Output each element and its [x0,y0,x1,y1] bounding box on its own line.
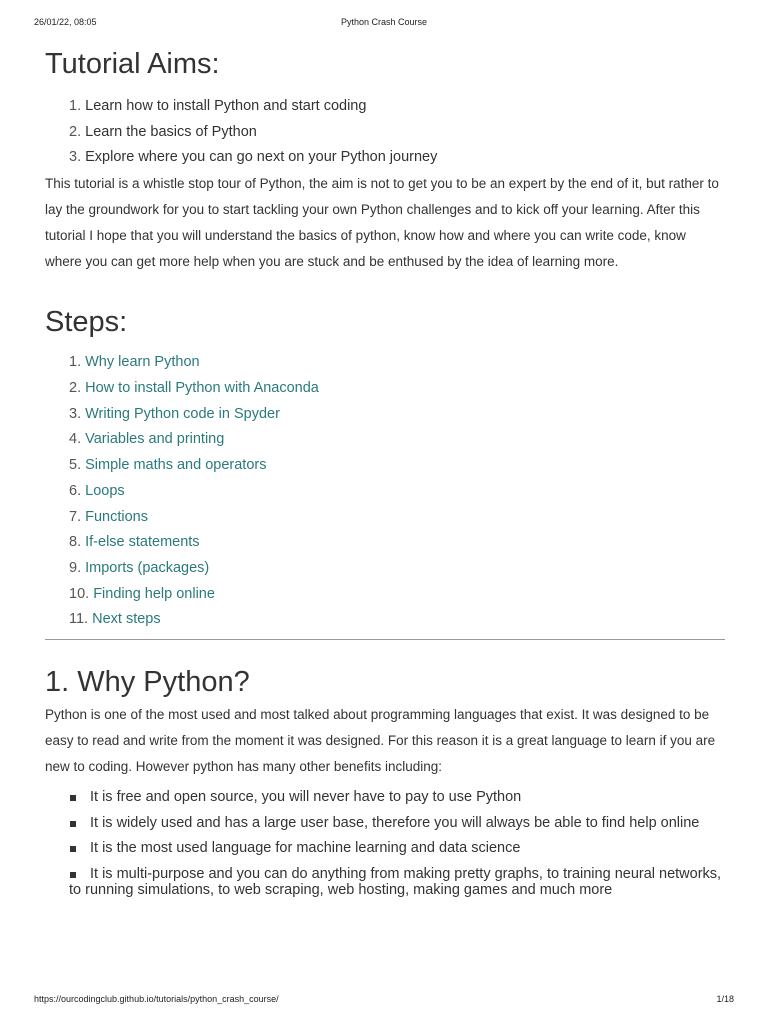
steps-list [45,350,725,633]
aims-item-text: Learn the basics of Python [85,123,257,140]
list-number: 1. [69,98,82,114]
step-item [45,582,725,608]
print-url: https://ourcodingclub.github.io/tutorials/python_crash_course/ [34,994,279,1004]
steps-heading: Steps: [45,306,128,339]
square-bullet-icon [70,821,76,827]
article-content [45,44,725,908]
square-bullet-icon [70,872,76,878]
benefit-text: It is multi-purpose and you can do anything from making pretty graphs, to training neural networks, to running simulations, to web scraping, web hosting, making games and much more [69,865,722,899]
list-number: 3. [69,149,82,166]
step-link[interactable]: Why learn Python [85,354,200,371]
step-item [45,402,725,428]
benefit-text: It is free and open source, you will never have to pay to use Python [90,789,522,806]
step-link[interactable]: Next steps [92,611,161,628]
step-item [45,350,725,376]
list-number: 11. [69,611,89,628]
aims-heading: Tutorial Aims: [45,48,220,80]
step-item [45,376,725,402]
list-number: 7. [69,508,82,525]
why-python-paragraph: Python is one of the most used and most talked about programming languages that exist. It was designed to be easy to read and write from the moment it was designed. For this reason it is a great language to learn if you are new to coding. However python has many other benefits including: [45,707,716,774]
step-link[interactable]: If-else statements [85,534,200,551]
print-date: 26/01/22, 08:05 [34,17,97,27]
aims-list [45,94,725,171]
section-divider [45,639,725,640]
aims-item [45,120,725,146]
intro-paragraph: This tutorial is a whistle stop tour of Python, the aim is not to get you to be an expert by the end of it, but rather to lay the groundwork for you to start tackling your own Python challenges and to kick off your learning. After this tutorial I hope that you will understand the basics of python, know how and where you can write code, know where you can get more help when you are stuck and be enthused by the idea of learning more. [45,176,719,269]
print-footer [0,994,768,1008]
aims-item-text: Learn how to install Python and start coding [85,98,367,114]
step-link[interactable]: Simple maths and operators [85,457,267,474]
square-bullet-icon [70,846,76,852]
aims-item [45,94,725,120]
step-item [45,427,725,453]
list-number: 2. [69,123,82,140]
list-number: 5. [69,457,82,474]
step-item [45,453,725,479]
step-link[interactable]: Variables and printing [85,431,225,448]
list-number: 8. [69,534,82,551]
print-header [0,17,768,31]
list-number: 9. [69,559,82,576]
benefit-item [45,815,725,832]
benefit-item [45,840,725,857]
benefit-item [45,789,725,806]
square-bullet-icon [70,795,76,801]
list-number: 2. [69,380,82,396]
step-item [45,607,725,633]
step-item [45,556,725,582]
print-title: Python Crash Course [340,17,428,27]
list-number: 4. [69,431,82,448]
benefit-text: It is the most used language for machine learning and data science [90,840,521,857]
step-link[interactable]: Finding help online [93,585,215,602]
list-number: 1. [69,354,82,371]
list-number: 3. [69,405,82,422]
step-item [45,505,725,531]
list-number: 6. [69,482,82,499]
step-link[interactable]: How to install Python with Anaconda [85,380,319,396]
step-link[interactable]: Writing Python code in Spyder [85,405,280,422]
page-number: 1/18 [716,994,734,1004]
list-number: 10. [69,585,90,602]
benefits-list [45,789,725,899]
aims-item-text: Explore where you can go next on your Python journey [85,149,438,166]
benefit-text: It is widely used and has a large user base, therefore you will always be able to find help online [90,814,700,831]
benefit-item [45,866,725,899]
step-item [45,479,725,505]
step-link[interactable]: Imports (packages) [85,559,210,576]
step-link[interactable]: Functions [85,508,148,525]
why-python-heading: 1. Why Python? [45,666,250,699]
step-link[interactable]: Loops [85,482,125,499]
aims-item [45,145,725,171]
step-item [45,530,725,556]
